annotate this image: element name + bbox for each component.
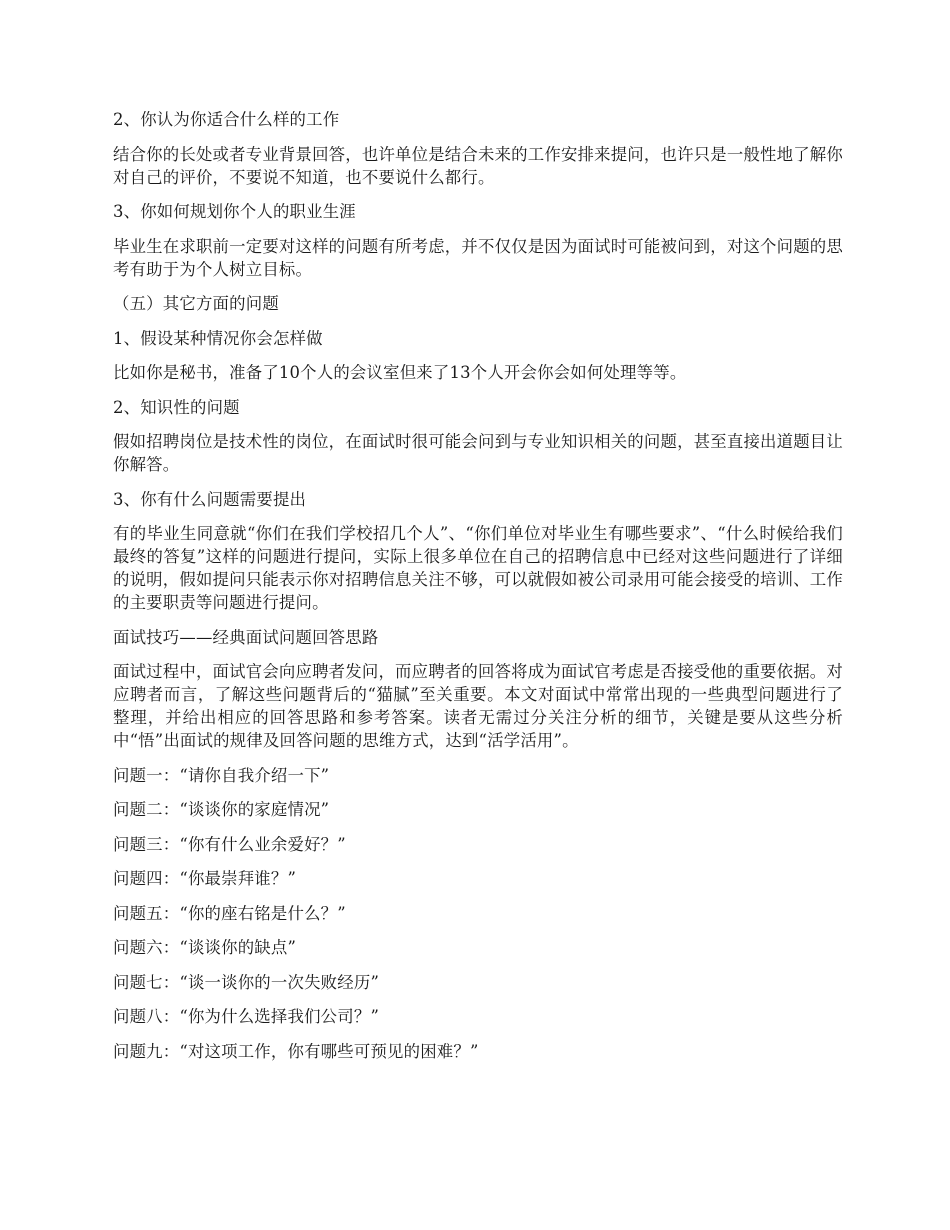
body-paragraph: 比如你是秘书，准备了10个人的会议室但来了13个人开会你会如何处理等等。 bbox=[113, 363, 687, 382]
question-item: 问题七：“谈一谈你的一次失败经历” bbox=[113, 972, 380, 992]
article-title: 面试技巧——经典面试问题回答思路 bbox=[113, 627, 379, 647]
body-paragraph: 结合你的长处或者专业背景回答，也许单位是结合未来的工作安排来提问，也许只是一般性地了解你对自己的评价，不要说不知道，也不要说什么都行。 bbox=[113, 144, 843, 187]
section-heading: 2、知识性的问题 bbox=[113, 397, 240, 417]
body-paragraph: 毕业生在求职前一定要对这样的问题有所考虑，并不仅仅是因为面试时可能被问到，对这个问题的思考有助于为个人树立目标。 bbox=[113, 236, 843, 279]
body-paragraph: 假如招聘岗位是技术性的岗位，在面试时很可能会问到与专业知识相关的问题，甚至直接出道题目让你解答。 bbox=[113, 432, 843, 474]
section-heading: 3、你如何规划你个人的职业生涯 bbox=[113, 202, 356, 221]
question-item: 问题五：“你的座右铭是什么？” bbox=[113, 903, 346, 923]
section-heading: 1、假设某种情况你会怎样做 bbox=[113, 328, 323, 348]
question-item: 问题三：“你有什么业余爱好？” bbox=[113, 834, 346, 854]
question-item: 问题二：“谈谈你的家庭情况” bbox=[113, 800, 330, 819]
question-item: 问题六：“谈谈你的缺点” bbox=[113, 938, 297, 957]
section-heading: 3、你有什么问题需要提出 bbox=[113, 489, 307, 509]
document-page bbox=[113, 108, 843, 1074]
question-item: 问题八：“你为什么选择我们公司？” bbox=[113, 1007, 380, 1026]
section-title: （五）其它方面的问题 bbox=[113, 294, 279, 313]
body-paragraph: 面试过程中，面试官会向应聘者发问，而应聘者的回答将成为面试官考虑是否接受他的重要依据。对应聘者而言，了解这些问题背后的“猫腻”至关重要。本文对面试中常常出现的一些典型问题进行了整理，并给出相应的回答思路和参考答案。读者无需过分关注分析的细节，关键是要从这些分析中“悟”出面试的规律及回答问题的思维方式，达到“活学活用”。 bbox=[113, 662, 843, 750]
question-item: 问题九：“对这项工作，你有哪些可预见的困难？” bbox=[113, 1041, 479, 1061]
question-item: 问题四：“你最崇拜谁？” bbox=[113, 869, 297, 888]
question-item: 问题一：“请你自我介绍一下” bbox=[113, 765, 330, 785]
body-paragraph: 有的毕业生同意就“你们在我们学校招几个人”、“你们单位对毕业生有哪些要求”、“什么时候给我们最终的答复”这样的问题进行提问，实际上很多单位在自己的招聘信息中已经对这些问题进行了详细的说明，假如提问只能表示你对招聘信息关注不够，可以就假如被公司录用可能会接受的培训、工作的主要职责等问题进行提问。 bbox=[113, 524, 843, 612]
section-heading: 2、你认为你适合什么样的工作 bbox=[113, 110, 340, 129]
